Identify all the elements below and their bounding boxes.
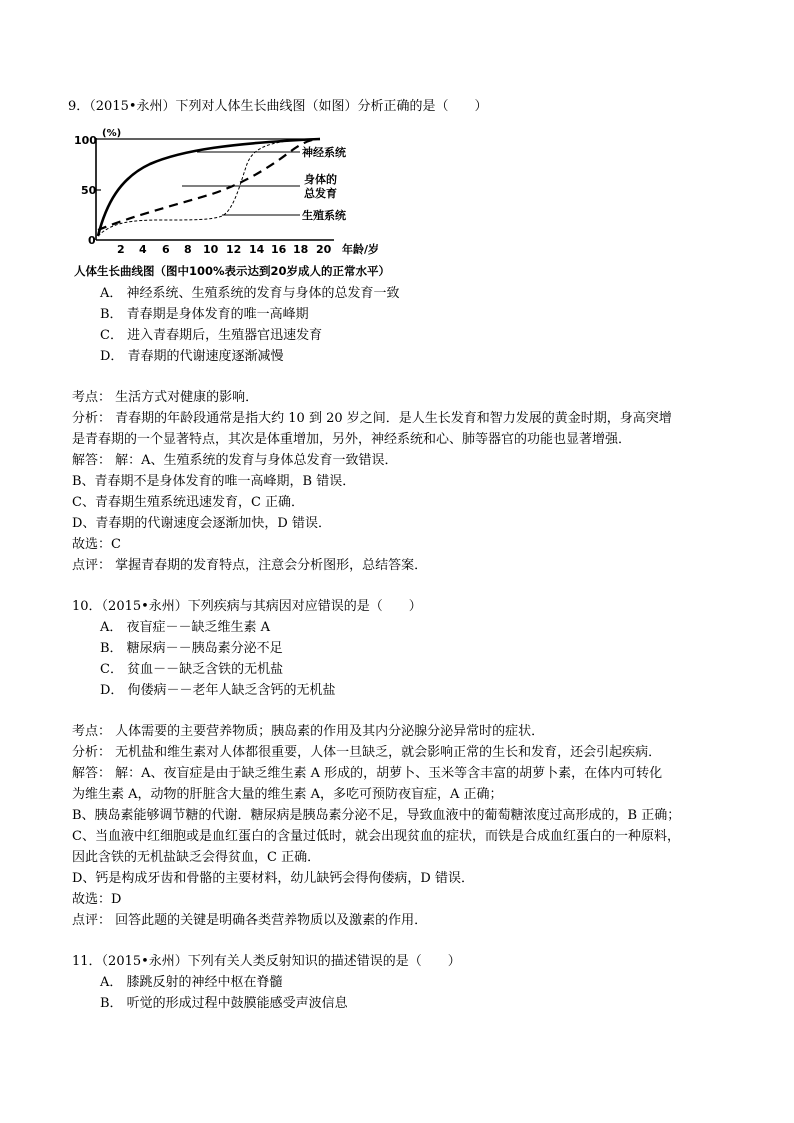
x-axis-label: 年龄/岁	[342, 243, 380, 256]
q10-kaodian: 考点： 人体需要的主要营养物质；胰岛素的作用及其内分泌腺分泌异常时的症状．	[72, 724, 545, 739]
q9-dianping: 点评： 掌握青春期的发育特点，注意会分析图形，总结答案．	[72, 558, 428, 573]
q9-option-d: D． 青春期的代谢速度逐渐减慢	[100, 349, 284, 364]
q10-option-d: D． 佝偻病－－老年人缺乏含钙的无机盐	[100, 683, 336, 698]
q9-option-b: B． 青春期是身体发育的唯一高峰期	[100, 307, 309, 322]
q10-jieda-line1: 解答： 解：A、夜盲症是由于缺乏维生素 A 形成的，胡萝卜、玉米等含丰富的胡萝卜素，在体内可转化	[72, 766, 663, 781]
q9-fenxi-line1: 分析： 青春期的年龄段通常是指大约 10 到 20 岁之间．是人生长发育和智力发展的黄金时期，身高突增	[72, 411, 672, 426]
question-9-stem: 9．（2015•永州）下列对人体生长曲线图（如图）分析正确的是（ ）	[68, 99, 488, 114]
body-label-line2: 总发育	[304, 187, 337, 200]
q10-dianping: 点评： 回答此题的关键是明确各类营养物质以及激素的作用．	[72, 913, 428, 928]
nervous-system-label: 神经系统	[302, 146, 346, 159]
q9-jieda-line3: C、青春期生殖系统迅速发育，C 正确．	[72, 495, 305, 510]
x-tick-14: 14	[249, 243, 265, 256]
x-tick-12: 12	[226, 243, 242, 256]
q10-jieda-line4: C、当血液中红细胞或是血红蛋白的含量过低时，就会出现贫血的症状，而铁是合成血红蛋白的一种原料，	[72, 829, 680, 844]
q10-fenxi: 分析： 无机盐和维生素对人体都很重要，人体一旦缺乏，就会影响正常的生长和发育，还会引起疾病．	[72, 745, 662, 760]
growth-curve-figure	[72, 124, 444, 280]
q9-option-c: C． 进入青春期后，生殖器官迅速发育	[100, 328, 323, 343]
figure-caption: 人体生长曲线图（图中100%表示达到20岁成人的正常水平）	[74, 264, 391, 278]
question-11-stem: 11．（2015•永州）下列有关人类反射知识的描述错误的是（ ）	[72, 954, 461, 969]
reproductive-system-label: 生殖系统	[302, 209, 346, 222]
q10-option-b: B． 糖尿病－－胰岛素分泌不足	[100, 641, 283, 656]
q10-answer: 故选：D	[72, 892, 122, 907]
reproductive-system-curve	[98, 139, 320, 236]
y-tick-100: 100	[74, 134, 97, 147]
q9-answer: 故选：C	[72, 537, 121, 552]
q9-jieda-line4: D、青春期的代谢速度会逐渐加快，D 错误．	[72, 516, 331, 531]
question-10-stem: 10．（2015•永州）下列疾病与其病因对应错误的是（ ）	[72, 599, 422, 614]
x-tick-8: 8	[184, 243, 192, 256]
x-tick-20: 20	[316, 243, 332, 256]
q10-jieda-line6: D、钙是构成牙齿和骨骼的主要材料，幼儿缺钙会得佝偻病，D 错误．	[72, 871, 474, 886]
y-tick-50: 50	[81, 184, 97, 197]
x-tick-6: 6	[162, 243, 170, 256]
y-unit: (%)	[102, 128, 122, 139]
q10-option-a: A． 夜盲症－－缺乏维生素 A	[100, 620, 271, 635]
q10-jieda-line5: 因此含铁的无机盐缺乏会得贫血，C 正确．	[72, 850, 321, 865]
q9-kaodian: 考点： 生活方式对健康的影响．	[72, 390, 259, 405]
x-tick-10: 10	[203, 243, 219, 256]
x-tick-2: 2	[117, 243, 125, 256]
x-tick-18: 18	[293, 243, 309, 256]
q9-jieda-line1: 解答： 解：A、生殖系统的发育与身体总发育一致错误．	[72, 453, 398, 468]
q10-jieda-line2: 为维生素 A，动物的肝脏含大量的维生素 A，多吃可预防夜盲症，A 正确；	[72, 787, 503, 802]
q9-option-a: A． 神经系统、生殖系统的发育与身体的总发育一致	[100, 286, 400, 301]
q10-option-c: C． 贫血－－缺乏含铁的无机盐	[100, 662, 284, 677]
q9-fenxi-line2: 是青春期的一个显著特点，其次是体重增加，另外，神经系统和心、肺等器官的功能也显著增强．	[72, 432, 632, 447]
q10-jieda-line3: B、胰岛素能够调节糖的代谢．糖尿病是胰岛素分泌不足，导致血液中的葡萄糖浓度过高形成的，B 正确；	[72, 808, 681, 823]
y-tick-0: 0	[88, 234, 96, 247]
x-tick-16: 16	[271, 243, 287, 256]
q11-option-b: B． 听觉的形成过程中鼓膜能感受声波信息	[100, 996, 348, 1011]
x-tick-4: 4	[139, 243, 147, 256]
q9-jieda-line2: B、青春期不是身体发育的唯一高峰期，B 错误．	[72, 474, 356, 489]
body-development-curve	[98, 139, 320, 230]
body-label-line1: 身体的	[304, 173, 337, 186]
q11-option-a: A． 膝跳反射的神经中枢在脊髓	[100, 975, 283, 990]
